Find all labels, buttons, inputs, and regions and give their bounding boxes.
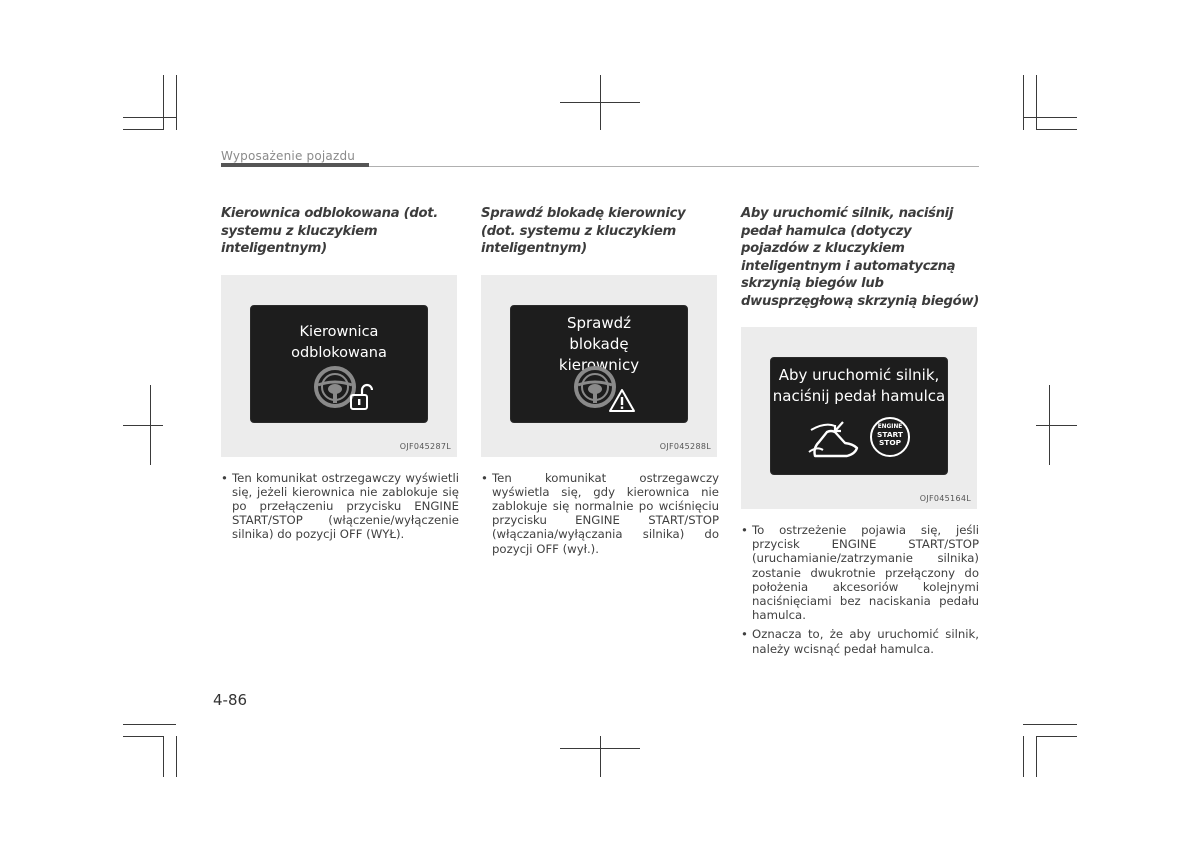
cluster-display — [770, 357, 948, 475]
header-rule — [369, 166, 979, 167]
column-heading: Sprawdź blokadę kierownicy (dot. systemu z kluczykiem inteligentnym) — [481, 206, 686, 256]
button-line-engine: ENGINE — [877, 424, 903, 430]
list-item: • Ten komunikat ostrzegawczy wyświetli się, jeżeli kierownica nie zablokuje się po przełączeniu przycisku ENGINE START/STOP (włączenie/wyłączenie silnika) do pozycji OFF (WYŁ). — [221, 471, 459, 542]
header-bar — [221, 163, 369, 167]
figure-code: OJF045164L — [919, 494, 971, 503]
column-check-steering-lock — [481, 205, 719, 561]
list-item: • Ten komunikat ostrzegawczy wyświetla się, gdy kierownica nie zablokuje się normalnie po wciśnięciu przycisku ENGINE START/STOP (włączania/wyłączania silnika) do pozycji OFF (wył.). — [481, 471, 719, 556]
column-press-brake — [741, 205, 979, 661]
cluster-display — [510, 305, 688, 423]
figure-code: OJF045288L — [659, 441, 711, 451]
column-steering-unlocked — [221, 205, 459, 547]
bullet-list — [741, 523, 979, 656]
column-heading: Kierownica odblokowana (dot. systemu z kluczykiem inteligentnym) — [221, 206, 438, 256]
engine-start-stop-button-icon — [870, 417, 910, 457]
button-line-stop: STOP — [878, 438, 902, 447]
display-message: Kierownica odblokowana — [291, 323, 387, 361]
display-message: Aby uruchomić silnik, naciśnij pedał hamulca — [772, 366, 946, 405]
column-heading: Aby uruchomić silnik, naciśnij pedał hamulca (dotyczy pojazdów z kluczykiem inteligentnym i automatyczną skrzynią biegów lub dwusprzęgłową skrzynią biegów) — [741, 206, 979, 309]
button-line-start: START — [877, 430, 903, 439]
cluster-display — [250, 305, 428, 423]
list-item: • To ostrzeżenie pojawia się, jeśli przycisk ENGINE START/STOP (uruchamianie/zatrzymanie silnika) zostanie dwukrotnie przełączony do położenia akcesoriów kolejnymi naciśnięciami bez naciskania pedału hamulca. — [741, 523, 979, 622]
figure-panel — [741, 327, 977, 509]
figure-code: OJF045287L — [399, 441, 451, 451]
unlocked-padlock-icon — [349, 383, 373, 413]
bullet-list — [481, 471, 719, 556]
page-number: 4-86 — [213, 691, 248, 709]
figure-panel — [481, 275, 717, 457]
display-message: Sprawdź blokadę kierownicy — [558, 313, 640, 374]
foot-pressing-pedal-icon — [807, 418, 863, 462]
bullet-list — [221, 471, 459, 542]
list-item: • Oznacza to, że aby uruchomić silnik, należy wcisnąć pedał hamulca. — [741, 627, 979, 655]
section-title: Wyposażenie pojazdu — [221, 149, 356, 163]
warning-triangle-icon — [608, 388, 636, 414]
figure-panel — [221, 275, 457, 457]
